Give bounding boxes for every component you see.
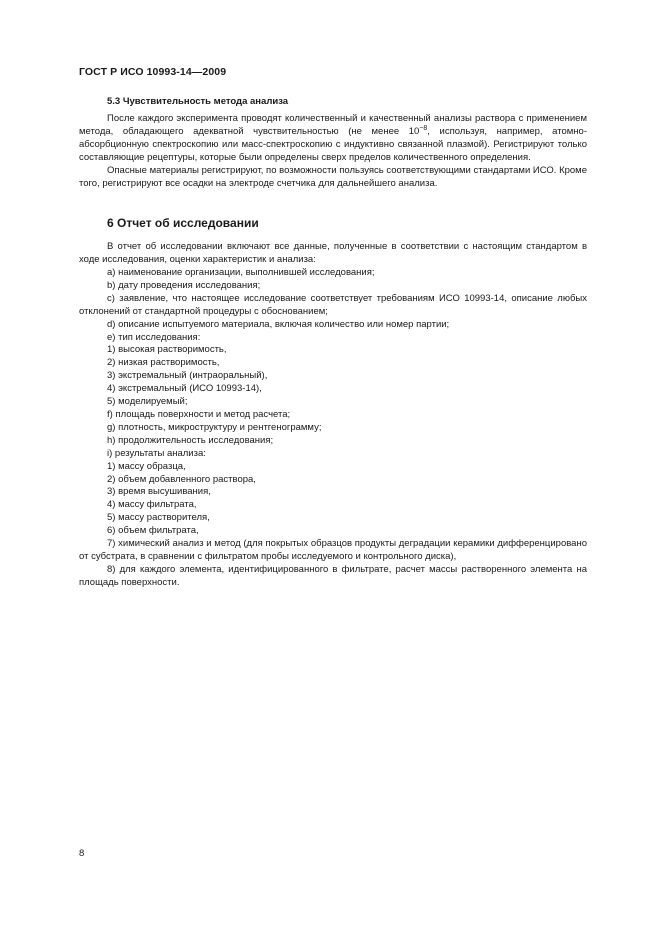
list-item: 2) объем добавленного раствора, (107, 473, 256, 485)
list-item: 4) экстремальный (ИСО 10993-14), (107, 383, 262, 395)
paragraph-1-part-a: После каждого эксперимента проводят количественный и качественный анализы раствора с применением метода, обладающего адекватной чувствительностью (не менее 10 (79, 113, 587, 137)
list-item: 5) массу растворителя, (107, 512, 210, 524)
section-5-3-paragraph-1 (79, 113, 587, 165)
section-6-list (79, 267, 587, 590)
paragraph-1-part-b: , используя, например, атомно-абсорбционную спектроскопию или масс-спектроскопию с индуктивно связанной плазмой). Регистрируют только составляющие рецептуры, которые были определены сверх пределов количественного определения. (79, 125, 587, 163)
list-item: 2) низкая растворимость, (107, 357, 220, 369)
section-6-intro-text: В отчет об исследовании включают все данные, полученные в соответствии с настоящим стандартом в ходе исследования, оценки характеристик и анализа: (79, 241, 587, 265)
list-item: 1) массу образца, (107, 460, 186, 472)
list-item: 3) время высушивания, (107, 486, 211, 498)
list-item: 4) массу фильтрата, (107, 499, 197, 511)
exponent: −8 (419, 124, 428, 132)
list-item: g) плотность, микроструктуру и рентгенограмму; (107, 421, 322, 433)
list-item: 7) химический анализ и метод (для покрытых образцов продукты деградации керамики дифференцировано от субстрата, в сравнении с фильтратом пробы исследуемого и контрольного диска), (79, 538, 587, 562)
list-item: 3) экстремальный (интраоральный), (107, 370, 268, 382)
standard-header: ГОСТ Р ИСО 10993-14—2009 (79, 66, 227, 78)
list-item: i) результаты анализа: (107, 447, 206, 459)
list-item: 8) для каждого элемента, идентифицированного в фильтрате, расчет массы растворенного элемента на площадь поверхности. (79, 563, 587, 588)
list-item: е) тип исследования: (107, 331, 201, 343)
section-5-3-title: 5.3 Чувствительность метода анализа (107, 96, 289, 107)
page-number: 8 (79, 848, 85, 859)
section-6-intro (79, 241, 587, 267)
list-item: b) дату проведения исследования; (107, 279, 261, 291)
list-item: с) заявление, что настоящее исследование соответствует требованиям ИСО 10993-14, описание любых отклонений от стандартной процедуры с обоснованием; (79, 292, 587, 317)
list-item: f) площадь поверхности и метод расчета; (107, 408, 291, 420)
list-item: 5) моделируемый; (107, 396, 188, 408)
list-item: d) описание испытуемого материала, включая количество или номер партии; (107, 318, 450, 330)
list-item: 6) объем фильтрата, (107, 525, 199, 537)
section-5-3-body (79, 113, 587, 190)
section-5-3-paragraph-2: Опасные материалы регистрируют, по возможности пользуясь соответствующими стандартами ИСО. Кроме того, регистрируют все осадки на электроде счетчика для дальнейшего анализа. (79, 164, 587, 189)
section-6-title: 6 Отчет об исследовании (107, 216, 259, 230)
list-item: а) наименование организации, выполнившей исследования; (107, 267, 375, 278)
list-item: 1) высокая растворимость, (107, 344, 227, 356)
list-item: h) продолжительность исследования; (107, 434, 274, 446)
